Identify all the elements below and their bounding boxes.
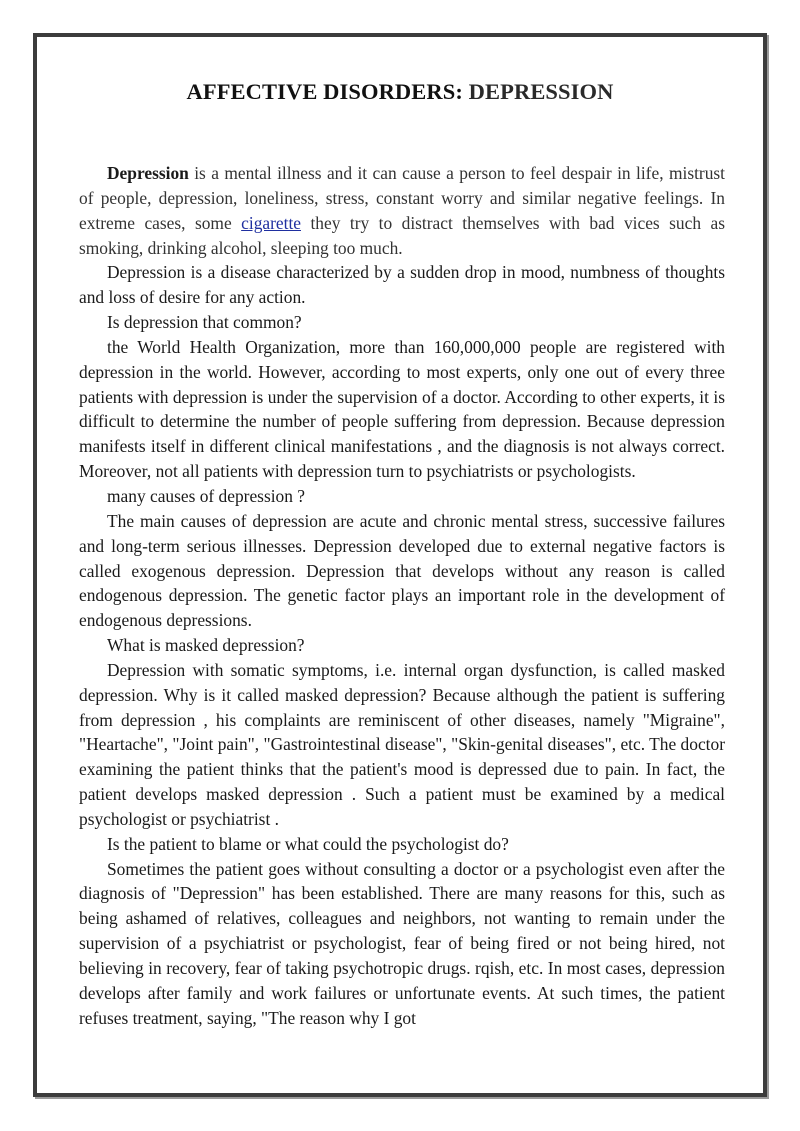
paragraph-intro	[79, 161, 725, 260]
intro-text-2: they try to distract themselves with bad vices such as smoking, drinking alcohol, sleeping too much.	[79, 212, 725, 258]
title-main: AFFECTIVE DISORDERS:	[186, 79, 469, 104]
paragraph-masked: Depression with somatic symptoms, i.e. internal organ dysfunction, is called masked depression. Why is it called masked depression? Because although the patient is suffering from depression , his complaints are reminiscent of other diseases, namely "Migraine", "Heartache", "Joint pain", "Gastrointestinal disease", "Skin-genital diseases", etc. The doctor examining the patient thinks that the patient's mood is depressed due to pain. In fact, the patient develops masked depression . Such a patient must be examined by a medical psychologist or psychiatrist .	[79, 659, 725, 829]
term-depression: Depression	[107, 163, 189, 183]
question-blame: Is the patient to blame or what could the psychologist do?	[107, 833, 509, 854]
page-frame	[33, 33, 767, 1097]
paragraph-who-statistics: the World Health Organization, more than 160,000,000 people are registered with depression in the world. However, according to most experts, only one out of every three patients with depression is under the supervision of a doctor. According to other experts, it is difficult to determine the number of people suffering from depression. Because depression manifests itself in different clinical manifestations , and the diagnosis is not always correct. Moreover, not all patients with depression turn to psychiatrists or psychologists.	[79, 336, 725, 482]
title-accent: DEPRESSION	[468, 79, 614, 104]
cigarette-link[interactable]: cigarette	[241, 212, 301, 233]
question-causes: many causes of depression ?	[107, 485, 305, 506]
page-title	[37, 79, 763, 105]
paragraph-causes: The main causes of depression are acute and chronic mental stress, successive failures and long-term serious illnesses. Depression developed due to external negative factors is called exogenous depression. Depression that develops without any reason is called endogenous depression. The genetic factor plays an important role in the development of endogenous depressions.	[79, 510, 725, 631]
question-masked: What is masked depression?	[107, 635, 305, 656]
paragraph-definition: Depression is a disease characterized by a sudden drop in mood, numbness of thoughts and loss of desire for any action.	[79, 262, 725, 308]
document-body	[79, 161, 725, 1031]
paragraph-reasons: Sometimes the patient goes without consulting a doctor or a psychologist even after the diagnosis of "Depression" has been established. There are many reasons for this, such as being ashamed of relatives, colleagues and neighbors, not wanting to remain under the supervision of a psychiatrist or psychologist, fear of being fired or not being hired, not believing in recovery, fear of taking psychotropic drugs. rqish, etc. In most cases, depression develops after family and work failures or unfortunate events. At such times, the patient refuses treatment, saying, "The reason why I got	[79, 858, 725, 1028]
intro-text-1: is a mental illness and it can cause a person to feel despair in life, mistrust of people, depression, loneliness, stress, constant worry and similar negative feelings. In extreme cases, some	[79, 163, 725, 233]
question-common: Is depression that common?	[107, 312, 302, 333]
